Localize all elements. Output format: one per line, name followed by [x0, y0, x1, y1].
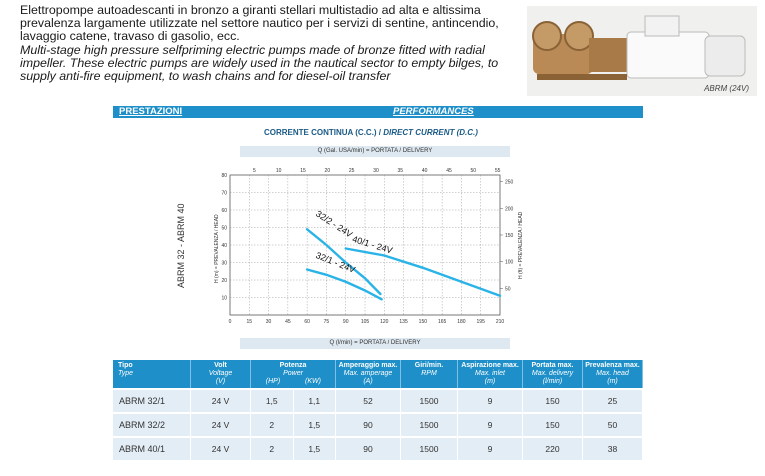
- x-tick-label: 120: [380, 319, 389, 325]
- x-tick-label: 165: [437, 319, 447, 325]
- chart-title-main: CORRENTE CONTINUA (C.C.) /: [264, 128, 384, 137]
- x-tick-label: 75: [323, 319, 330, 325]
- section-label-en: PERFORMANCES: [393, 106, 474, 117]
- x-tick-label: 105: [360, 319, 370, 325]
- section-band: [113, 106, 643, 118]
- photo-caption: ABRM (24V): [704, 84, 749, 93]
- y-tick-label: 80: [221, 173, 227, 179]
- x-tick-label: 150: [418, 319, 428, 325]
- y-tick-label: 30: [221, 260, 227, 267]
- x-tick-label: 195: [476, 319, 485, 325]
- x-top-tick-label: 10: [275, 168, 282, 174]
- y-right-tick-label: 250: [505, 179, 514, 186]
- x-top-tick-label: 35: [397, 168, 404, 174]
- col-rpm: Giri/min. RPM: [401, 360, 458, 389]
- x-tick-label: 135: [399, 319, 408, 325]
- col-power: Potenza Power (HP) (KW): [251, 360, 336, 389]
- x-top-tick-label: 45: [446, 168, 452, 174]
- y-tick-label: 70: [221, 190, 227, 197]
- y-axis-title: H (m) = PREVALENZA / HEAD: [214, 214, 220, 283]
- series-label: 32/2 - 24V: [314, 208, 355, 240]
- y-tick-label: 40: [221, 243, 227, 249]
- x-tick-label: 180: [457, 319, 466, 325]
- col-delivery: Portata max. Max. delivery (l/min): [523, 360, 583, 389]
- table-header-row: [113, 360, 643, 389]
- series-label: 32/1 - 24V: [314, 250, 357, 275]
- x-top-tick-label: 50: [470, 168, 477, 174]
- table-row: ABRM 32/2 24 V 2 1,5 90 1500 9 150 50: [113, 413, 643, 437]
- chart-title: [264, 128, 478, 137]
- chart-title-italic: DIRECT CURRENT (D.C.): [383, 128, 478, 137]
- model-side-label: ABRM 32 - ABRM 40: [176, 203, 186, 288]
- x-top-tick-label: 25: [348, 168, 355, 174]
- table-row: ABRM 40/1 24 V 2 1,5 90 1500 9 220 38: [113, 437, 643, 460]
- y-tick-label: 50: [221, 225, 227, 232]
- y-right-axis-title: H (ft) = PREVALENZA / HEAD: [518, 211, 524, 279]
- col-head: Prevalenza max. Max. head (m): [583, 360, 643, 389]
- y-tick-label: 60: [221, 208, 227, 214]
- col-amperage: Amperaggio max. Max. amperage (A): [336, 360, 401, 389]
- pump-illustration: [527, 6, 757, 96]
- y-right-tick-label: 150: [505, 232, 514, 239]
- series-label: 40/1 - 24V: [351, 233, 394, 256]
- x-tick-label: 15: [246, 319, 253, 325]
- performance-chart: [210, 160, 530, 330]
- x-top-tick-label: 40: [421, 168, 428, 174]
- col-voltage: Volt Voltage (V): [191, 360, 251, 389]
- y-tick-label: 20: [221, 278, 227, 284]
- x-tick-label: 90: [342, 319, 349, 325]
- x-top-tick-label: 55: [494, 168, 501, 174]
- x-tick-label: 30: [265, 319, 272, 325]
- section-label-it: PRESTAZIONI: [119, 106, 183, 117]
- x-top-tick-label: 30: [373, 168, 379, 174]
- pump-photo: [527, 6, 757, 96]
- intro-english: Multi-stage high pressure selfpriming electric pumps made of bronze fitted with radial impeller. These electric pumps are widely used in the nautical sector to empty bilges, to supply anti-fire equipment, to wash chains and for diesel-oil transfer: [20, 42, 499, 84]
- table-row: ABRM 32/1 24 V 1,5 1,1 52 1500 9 150 25: [113, 389, 643, 413]
- x-tick-label: 210: [495, 319, 505, 325]
- y-right-tick-label: 200: [505, 206, 514, 213]
- col-inlet: Aspirazione max. Max. inlet (m): [458, 360, 523, 389]
- x-top-tick-label: 20: [324, 168, 331, 174]
- y-tick-label: 10: [221, 295, 227, 302]
- y-right-tick-label: 50: [505, 286, 511, 293]
- bottom-axis-band: Q (l/min) = PORTATA / DELIVERY: [240, 338, 510, 349]
- x-tick-label: 0: [228, 319, 232, 325]
- specs-table: [113, 360, 643, 460]
- y-right-tick-label: 100: [505, 259, 514, 266]
- intro-text: [20, 4, 525, 83]
- x-tick-label: 60: [304, 319, 310, 325]
- x-tick-label: 45: [285, 319, 291, 325]
- col-type: Tipo Type: [113, 360, 191, 389]
- top-axis-band: Q (Gal. USA/min) = PORTATA / DELIVERY: [240, 146, 510, 157]
- x-top-tick-label: 5: [252, 168, 256, 174]
- intro-italian: Elettropompe autoadescanti in bronzo a giranti stellari multistadio ad alta e altissima prevalenza largamente utilizzate nel settore nautico per i servizi di sentine, antincendio, lavaggio catene, travaso di gasolio, ecc.: [20, 3, 499, 44]
- x-top-tick-label: 15: [300, 168, 306, 174]
